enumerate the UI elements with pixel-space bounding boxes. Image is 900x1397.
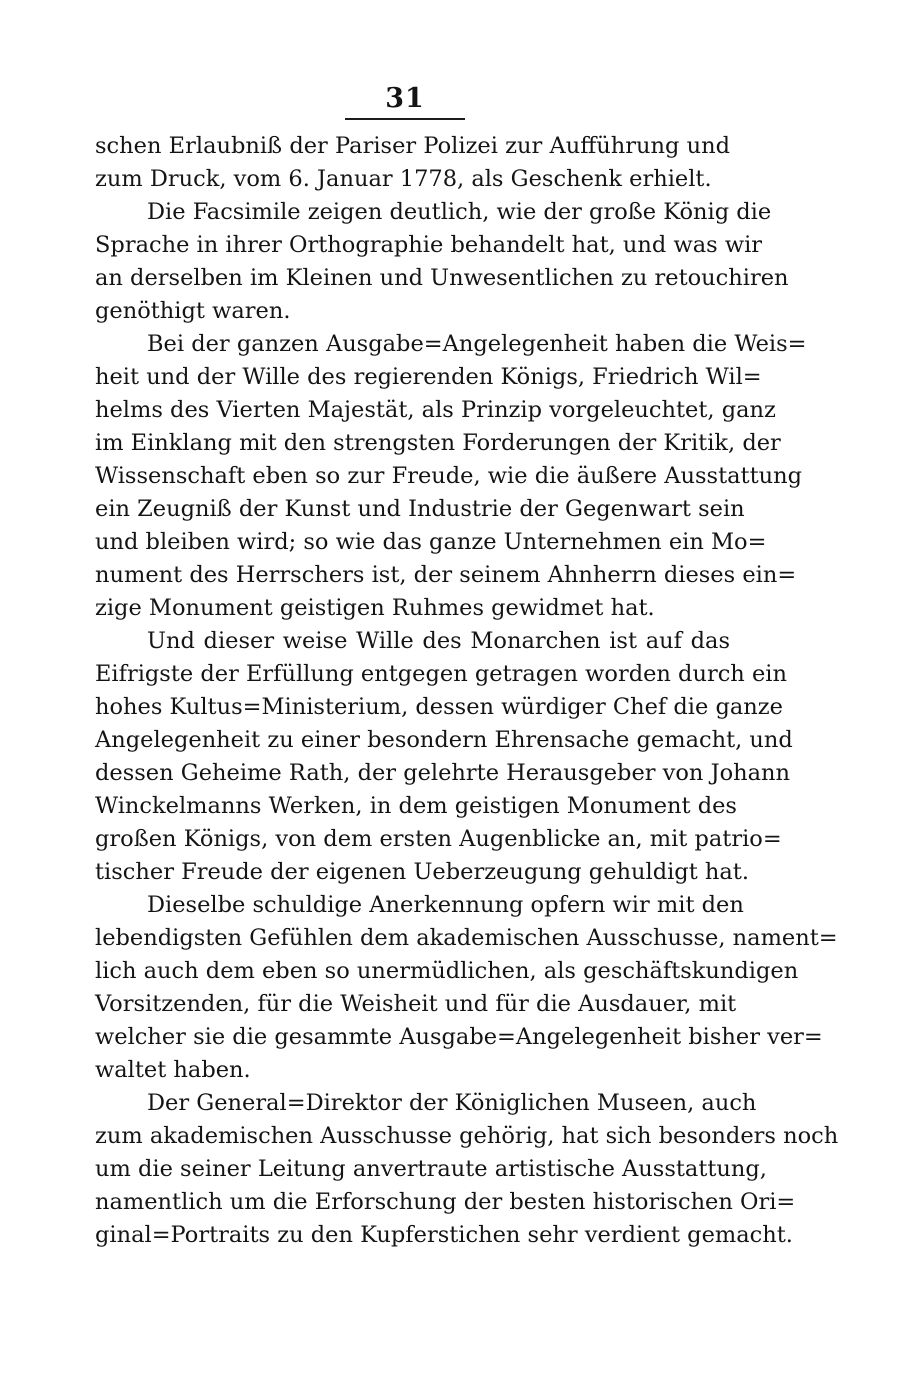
text-line: ginal=Portraits zu den Kupferstichen sehr verdient gemacht. [95,1222,793,1248]
text-line: schen Erlaubniß der Pariser Polizei zur Aufführung und [95,133,730,159]
text-line: Winckelmanns Werken, in dem geistigen Monument des [95,793,737,819]
text-line: welcher sie die gesammte Ausgabe=Angelegenheit bisher ver= [95,1024,823,1050]
text-line: lich auch dem eben so unermüdlichen, als geschäftskundigen [95,958,799,984]
text-line: und bleiben wird; so wie das ganze Unternehmen ein Mo= [95,529,767,555]
text-line: zum akademischen Ausschusse gehörig, hat sich besonders noch [95,1123,839,1149]
text-line: dessen Geheime Rath, der gelehrte Herausgeber von Johann [95,760,791,786]
text-line: heit und der Wille des regierenden Königs, Friedrich Wil= [95,364,762,390]
paragraph-first-line: Und dieser weise Wille des Monarchen ist auf das [147,628,730,654]
text-line: Eifrigste der Erfüllung entgegen getragen worden durch ein [95,661,787,687]
text-line: an derselben im Kleinen und Unwesentlichen zu retouchiren [95,265,789,291]
paragraph-first-line: Der General=Direktor der Königlichen Museen, auch [147,1090,757,1116]
page-number-rule [345,118,465,120]
text-line: nument des Herrschers ist, der seinem Ahnherrn dieses ein= [95,562,797,588]
text-line: Vorsitzenden, für die Weisheit und für die Ausdauer, mit [95,991,737,1017]
text-line: tischer Freude der eigenen Ueberzeugung gehuldigt hat. [95,859,749,885]
text-line: waltet haben. [95,1057,251,1083]
page-number: 31 [385,83,425,114]
text-line: um die seiner Leitung anvertraute artistische Ausstattung, [95,1156,767,1182]
paragraph-first-line: Die Facsimile zeigen deutlich, wie der große König die [147,199,772,225]
text-line: hohes Kultus=Ministerium, dessen würdiger Chef die ganze [95,694,783,720]
body-text [95,130,839,1252]
paragraph-first-line: Bei der ganzen Ausgabe=Angelegenheit haben die Weis= [147,331,807,357]
text-line: großen Königs, von dem ersten Augenblicke an, mit patrio= [95,826,782,852]
text-line: im Einklang mit den strengsten Forderungen der Kritik, der [95,430,781,456]
text-line: namentlich um die Erforschung der besten historischen Ori= [95,1189,796,1215]
text-line: genöthigt waren. [95,298,291,324]
text-line: Sprache in ihrer Orthographie behandelt hat, und was wir [95,232,763,258]
text-line: Angelegenheit zu einer besondern Ehrensache gemacht, und [95,727,793,753]
text-line: ein Zeugniß der Kunst und Industrie der Gegenwart sein [95,496,745,522]
text-line: zige Monument geistigen Ruhmes gewidmet hat. [95,595,655,621]
text-line: helms des Vierten Majestät, als Prinzip vorgeleuchtet, ganz [95,397,776,423]
text-line: Wissenschaft eben so zur Freude, wie die äußere Ausstattung [95,463,802,489]
paragraph-first-line: Dieselbe schuldige Anerkennung opfern wir mit den [147,892,744,918]
text-line: lebendigsten Gefühlen dem akademischen Ausschusse, nament= [95,925,838,951]
text-line: zum Druck, vom 6. Januar 1778, als Geschenk erhielt. [95,166,712,192]
